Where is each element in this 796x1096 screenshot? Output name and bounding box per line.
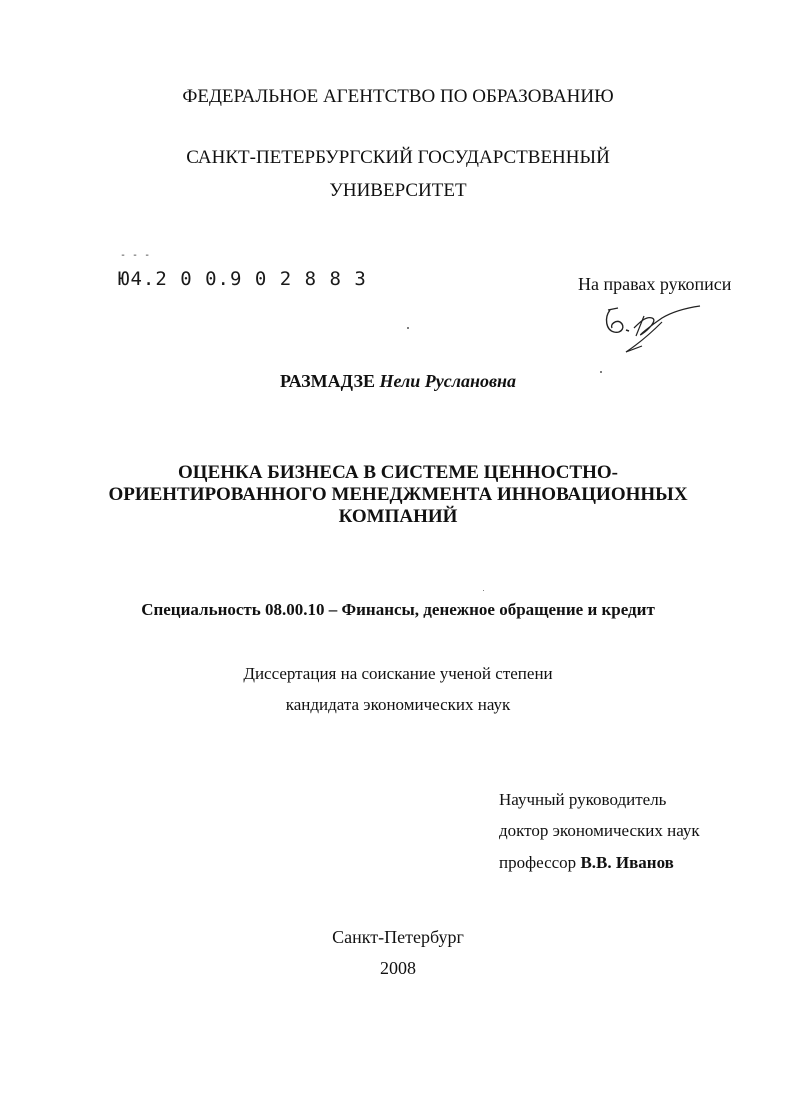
degree-purpose-line1: Диссертация на соискание ученой степени [243,664,553,683]
scan-speck [483,590,484,591]
scan-speck [407,327,409,329]
university-name-line1: САНКТ-ПЕТЕРБУРГСКИЙ ГОСУДАРСТВЕННЫЙ [186,147,610,168]
registration-stamp: Ю4.2 0 0.9 0 2 8 8 3 [118,268,367,290]
specialty-line: Специальность 08.00.10 – Финансы, денежное обращение и кредит [141,600,655,619]
title-line3: КОМПАНИЙ [338,506,458,527]
advisor-role: Научный руководитель [499,790,667,809]
degree-purpose-line2: кандидата экономических наук [285,695,511,714]
advisor-title: профессор [499,853,577,872]
advisor-name-line [499,853,674,873]
university-name-line2: УНИВЕРСИТЕТ [329,180,467,201]
advisor-name: В.В. Иванов [580,853,674,872]
author-given-names: Нели Руслановна [379,371,517,391]
author-surname: РАЗМАДЗЕ [279,371,376,391]
city: Санкт-Петербург [332,927,464,947]
advisor-degree: доктор экономических наук [499,821,700,840]
stamp-marks: - - - [120,250,151,261]
scan-speck [600,371,602,373]
dissertation-title [0,462,796,528]
manuscript-rights-label: На правах рукописи [578,274,732,294]
title-line1: ОЦЕНКА БИЗНЕСА В СИСТЕМЕ ЦЕННОСТНО- [178,462,618,483]
title-line2: ОРИЕНТИРОВАННОГО МЕНЕДЖМЕНТА ИННОВАЦИОННЫХ [108,484,688,505]
signature-image [596,300,706,356]
agency-name: ФЕДЕРАЛЬНОЕ АГЕНТСТВО ПО ОБРАЗОВАНИЮ [182,86,614,107]
year: 2008 [380,958,416,978]
author-name [0,371,796,392]
